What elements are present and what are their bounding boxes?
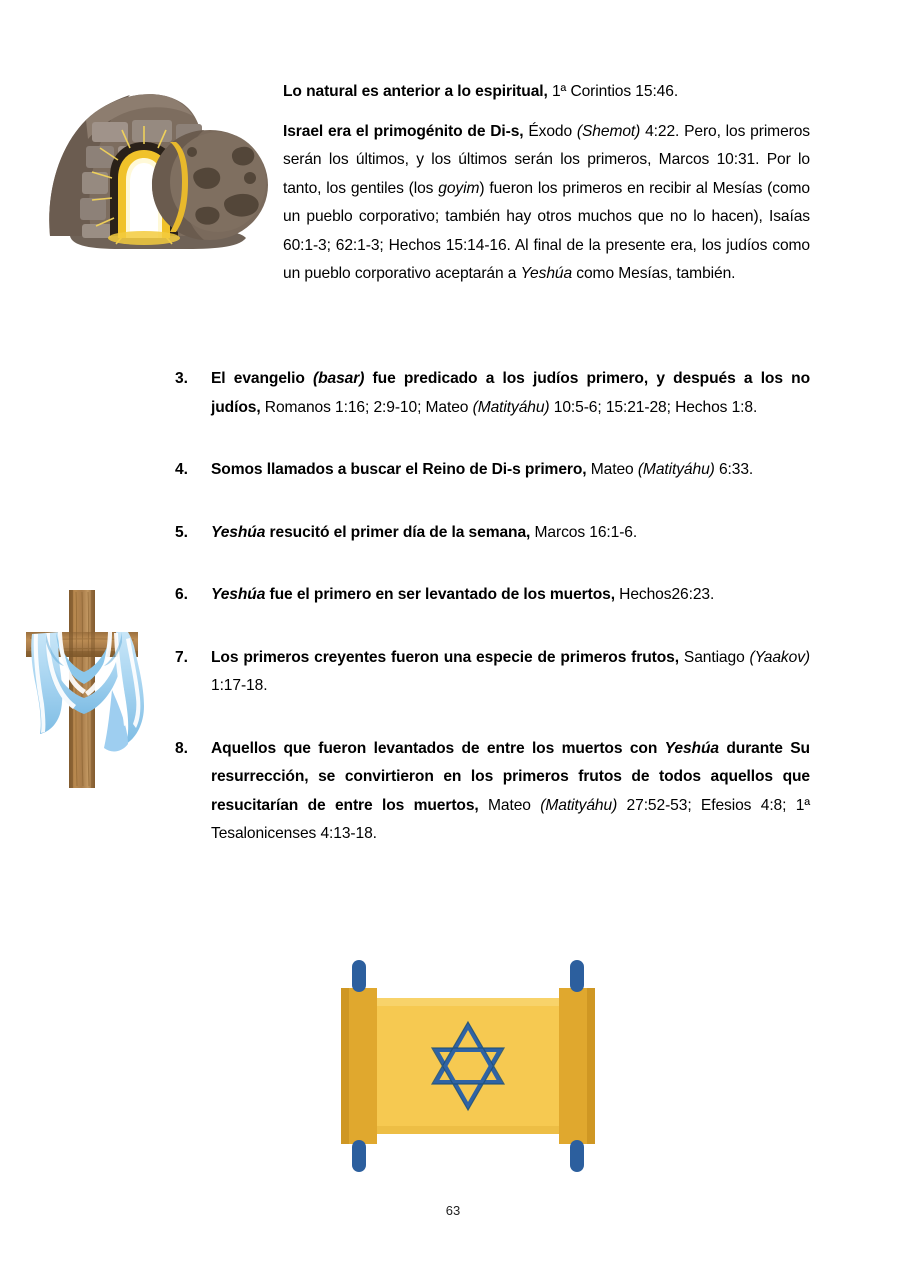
list-item-7-plain2: 1:17-18. <box>211 677 268 694</box>
list-item-3-bolditalic1: (basar) <box>313 370 365 387</box>
list-item-3 <box>175 365 810 422</box>
list-item-8-bold2: durante Su resurrección, se convirtieron en los primeros frutos de todos aquellos que resucitarían de entre los muertos, <box>211 739 810 814</box>
list-item-6-bold2: fue el primero en ser levantado de los muertos, <box>265 586 615 603</box>
paragraph-2-seg4: como Mesías, también. <box>572 265 736 282</box>
list-item-5-bold2: resucitó el primer día de la semana, <box>265 523 531 541</box>
list-item-3-plain1: Romanos 1:16; 2:9-10; Mateo <box>260 398 473 416</box>
list-item-5-number: 5. <box>175 523 188 541</box>
list-item-7-bold1: Los primeros creyentes fueron una especie de primeros frutos, <box>211 648 679 666</box>
paragraph-2-lead: Israel era el primogénito de Di-s, <box>283 122 524 140</box>
list-item-3-number: 3. <box>175 370 188 387</box>
list-item-6-plain2: Hechos26:23. <box>614 586 715 603</box>
list-item-8-plain2: 27:52-53; Efesios 4:8; 1ª Tesalonicenses 4:13-18. <box>211 796 810 842</box>
paragraph-2-italic3: Yeshúa <box>520 265 573 282</box>
paragraph-2-seg2: 4:22. Pero, los primeros serán los últimos, y los últimos serán los primeros, Marcos 10:31. Por lo tanto, los gentiles (los <box>283 122 811 197</box>
list-item-7-italic1: (Yaakov) <box>749 648 810 666</box>
list-item-3-italic1: (Matityáhu) <box>472 398 550 416</box>
list-item-7-number: 7. <box>175 648 188 666</box>
list-item-8 <box>175 735 810 849</box>
list-item-5-bolditalic1: Yeshúa <box>211 523 266 541</box>
list-item-4-plain2: 6:33. <box>714 461 754 478</box>
paragraph-1-rest: 1ª Corintios 15:46. <box>547 83 679 100</box>
tomb-text-wrap-spacer <box>175 78 283 273</box>
paragraph-1-lead: Lo natural es anterior a lo espiritual, <box>283 83 548 100</box>
list-item-3-bold1: El evangelio <box>211 370 314 387</box>
list-item-7 <box>175 644 810 701</box>
list-item-8-bolditalic1: Yeshúa <box>664 739 719 757</box>
list-item-6 <box>175 581 810 610</box>
paragraph-2-seg3: ) fueron los primeros en recibir al Mesías (como un pueblo corporativo; también hay otros muchos que no lo hacen), Isaías 60:1-3; 62:1-3; Hechos 15:14-16. Al final de la presente era, los judíos como un pueblo corporativo aceptarán a <box>283 179 810 282</box>
list-item-8-plain1: Mateo <box>478 796 541 814</box>
list-item-6-number: 6. <box>175 586 188 603</box>
page-number: 63 <box>445 1203 461 1218</box>
list-item-5-plain2: Marcos 16:1-6. <box>530 523 638 541</box>
list-item-4 <box>175 456 810 485</box>
list-item-3-plain2: 10:5-6; 15:21-28; Hechos 1:8. <box>549 398 758 416</box>
torah-scroll-illustration <box>327 952 609 1180</box>
list-item-4-number: 4. <box>175 461 188 478</box>
paragraph-2-italic1: (Shemot) <box>576 122 641 140</box>
numbered-list <box>175 365 810 849</box>
paragraph-2-italic2: goyim <box>438 179 480 197</box>
list-item-4-italic1: (Matityáhu) <box>637 461 715 478</box>
list-item-8-number: 8. <box>175 739 188 757</box>
cross-with-tallit-illustration <box>16 572 168 794</box>
body-text-column <box>175 78 810 295</box>
list-item-4-bold1: Somos llamados a buscar el Reino de Di-s primero, <box>211 461 587 478</box>
list-item-6-bolditalic1: Yeshúa <box>211 586 266 603</box>
list-item-8-italic1: (Matityáhu) <box>540 796 618 814</box>
list-item-8-bold1: Aquellos que fueron levantados de entre los muertos con <box>211 739 665 757</box>
paragraph-2-seg1: Éxodo <box>523 122 577 140</box>
list-item-4-plain1: Mateo <box>586 461 638 478</box>
list-item-7-plain1: Santiago <box>679 648 750 666</box>
list-item-5 <box>175 519 810 548</box>
list-item-3-bold2: fue predicado a los judíos primero, y después a los no judíos, <box>211 370 811 416</box>
